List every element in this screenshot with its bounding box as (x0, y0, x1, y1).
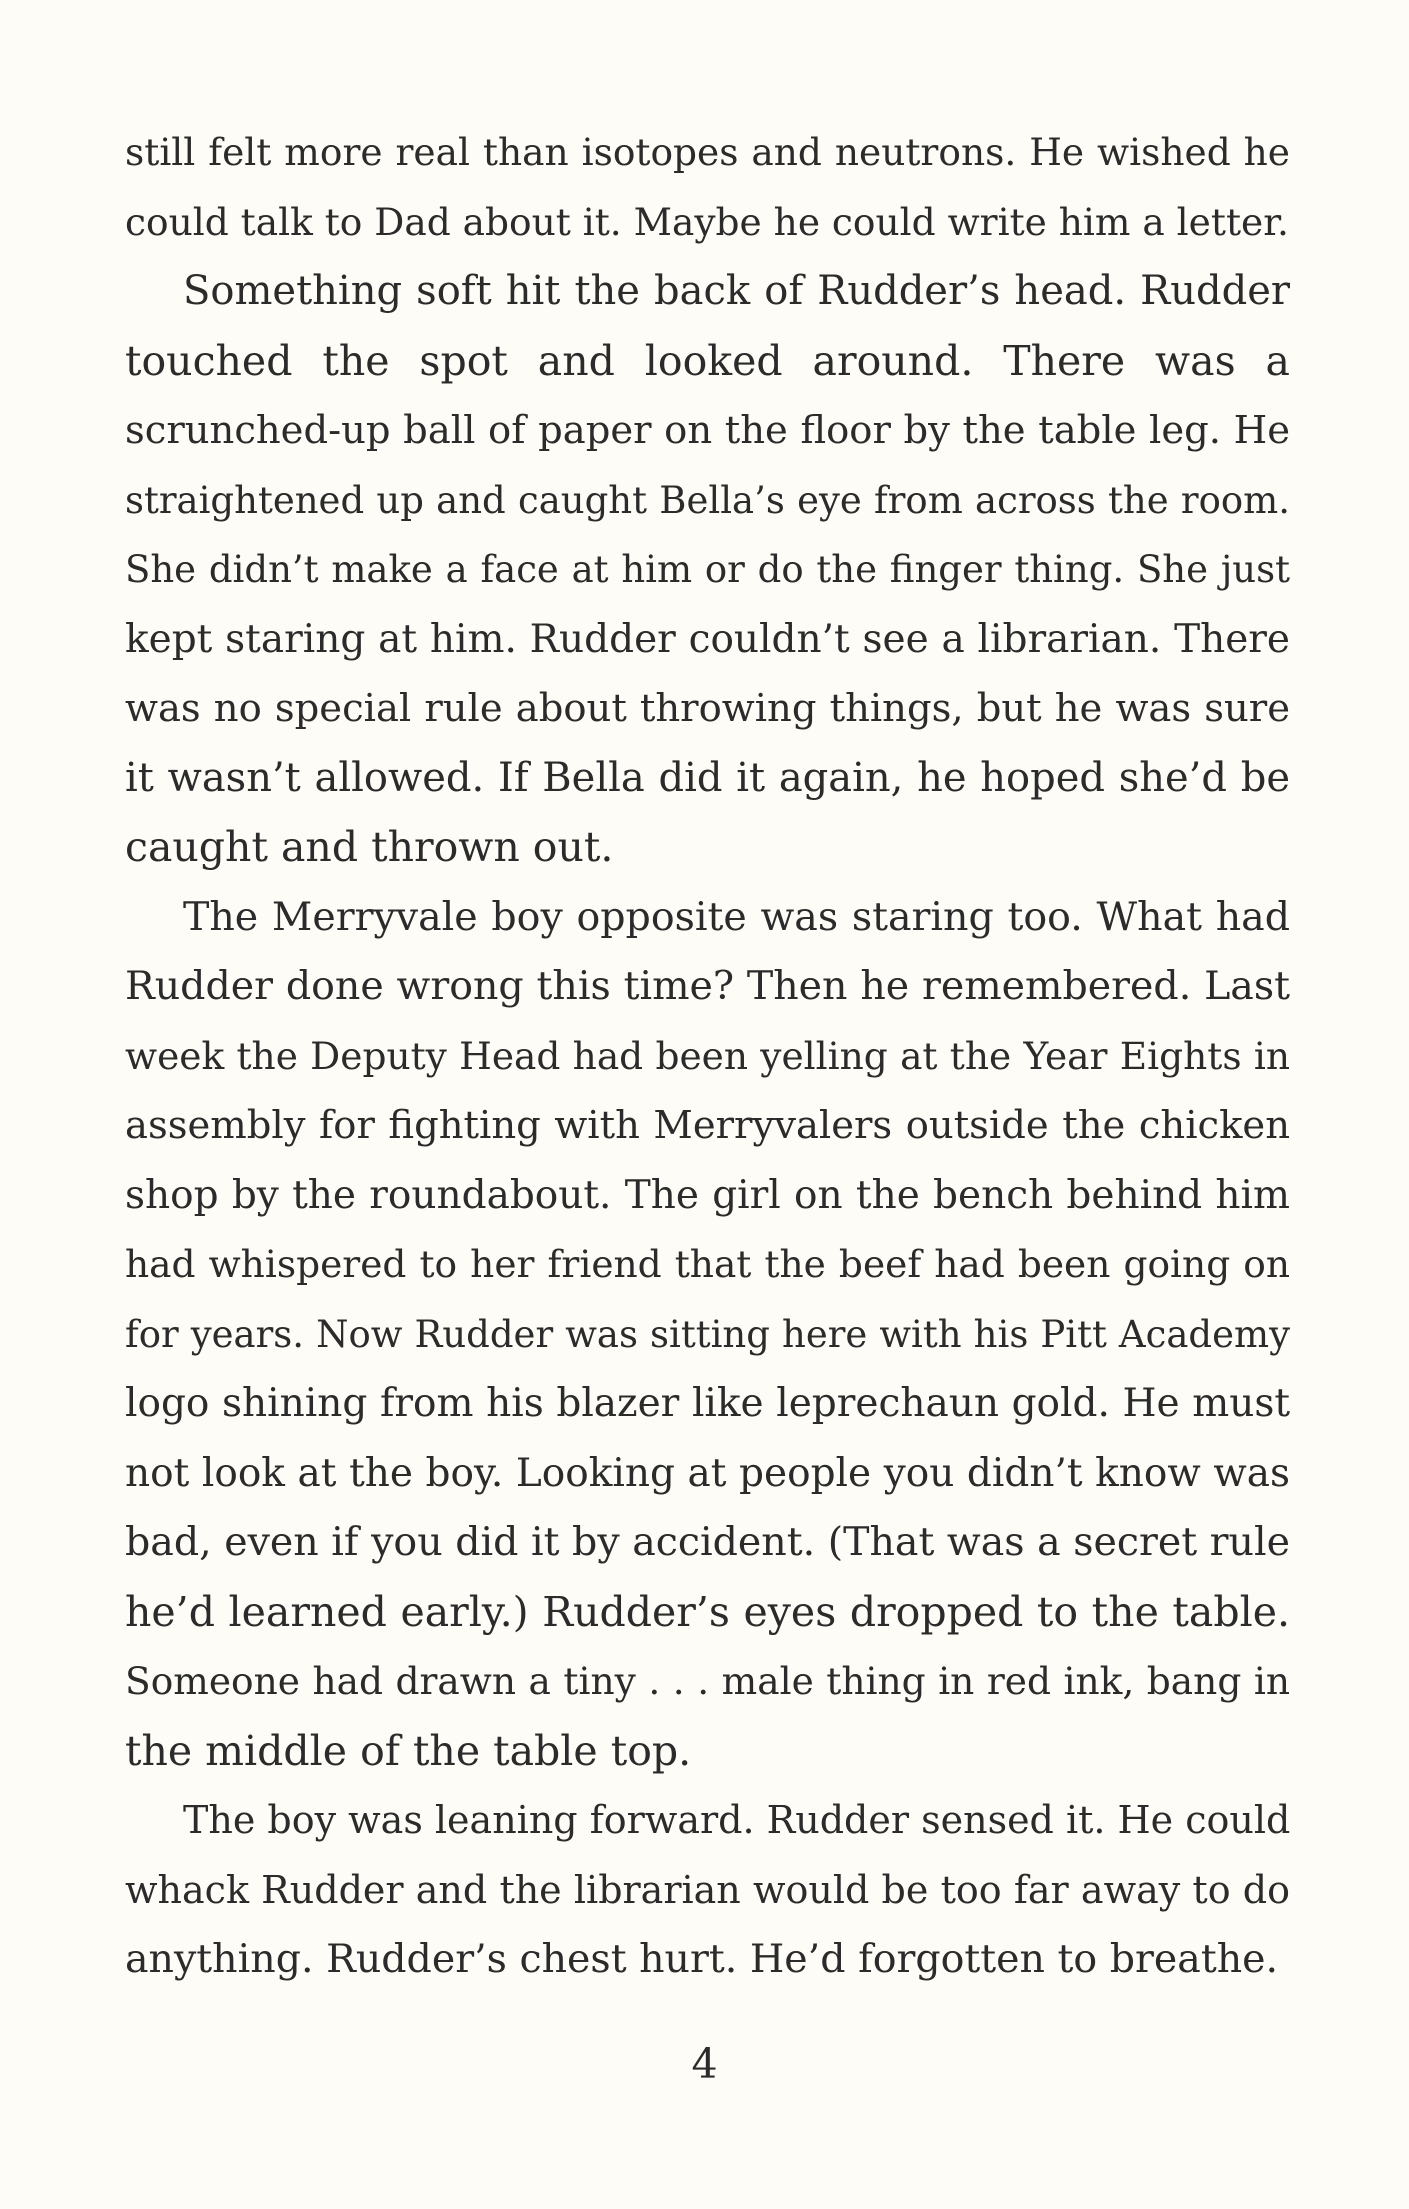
text-line: he’d learned early.) Rudder’s eyes dropped to the table. (125, 1587, 1290, 1636)
text-line: the middle of the table top. (125, 1726, 692, 1775)
text-line: She didn’t make a face at him or do the finger thing. She just (125, 548, 1290, 591)
text-line: anything. Rudder’s chest hurt. He’d forgotten to breathe. (125, 1936, 1279, 1982)
text-line: caught and thrown out. (125, 823, 614, 871)
text-line: Someone had drawn a tiny . . . male thing in red ink, bang in (125, 1659, 1290, 1703)
page-number: 4 (691, 2040, 718, 2088)
text-line: bad, even if you did it by accident. (That was a secret rule (125, 1519, 1290, 1565)
text-line: Rudder done wrong this time? Then he remembered. Last (125, 963, 1290, 1009)
body-text (125, 118, 1290, 1995)
text-line: The boy was leaning forward. Rudder sensed it. He could (183, 1798, 1291, 1842)
text-line: could talk to Dad about it. Maybe he could write him a letter. (125, 199, 1289, 244)
text-line: whack Rudder and the librarian would be too far away to do (125, 1867, 1290, 1912)
text-line: had whispered to her friend that the beef had been going on (125, 1242, 1290, 1286)
text-line: logo shining from his blazer like leprechaun gold. He must (125, 1381, 1290, 1426)
text-line: for years. Now Rudder was sitting here with his Pitt Academy (125, 1312, 1290, 1356)
text-line: not look at the boy. Looking at people you didn’t know was (125, 1450, 1290, 1496)
text-line: assembly for fighting with Merryvalers outside the chicken (125, 1103, 1290, 1148)
text-line: week the Deputy Head had been yelling at the Year Eights in (125, 1033, 1290, 1078)
text-line: touched the spot and looked around. There was a (125, 336, 1290, 385)
text-line: it wasn’t allowed. If Bella did it again, he hoped she’d be (125, 754, 1290, 801)
text-line: still felt more real than isotopes and neutrons. He wished he (125, 130, 1290, 174)
text-line: kept staring at him. Rudder couldn’t see a librarian. There (125, 616, 1290, 662)
text-line: straightened up and caught Bella’s eye from across the room. (125, 478, 1290, 522)
text-line: shop by the roundabout. The girl on the bench behind him (125, 1172, 1290, 1218)
text-line: The Merryvale boy opposite was staring too. What had (183, 893, 1290, 940)
text-line: Something soft hit the back of Rudder’s head. Rudder (183, 268, 1290, 314)
text-line: was no special rule about throwing things, but he was sure (125, 686, 1290, 731)
text-line: scrunched-up ball of paper on the floor by the table leg. He (125, 408, 1290, 453)
